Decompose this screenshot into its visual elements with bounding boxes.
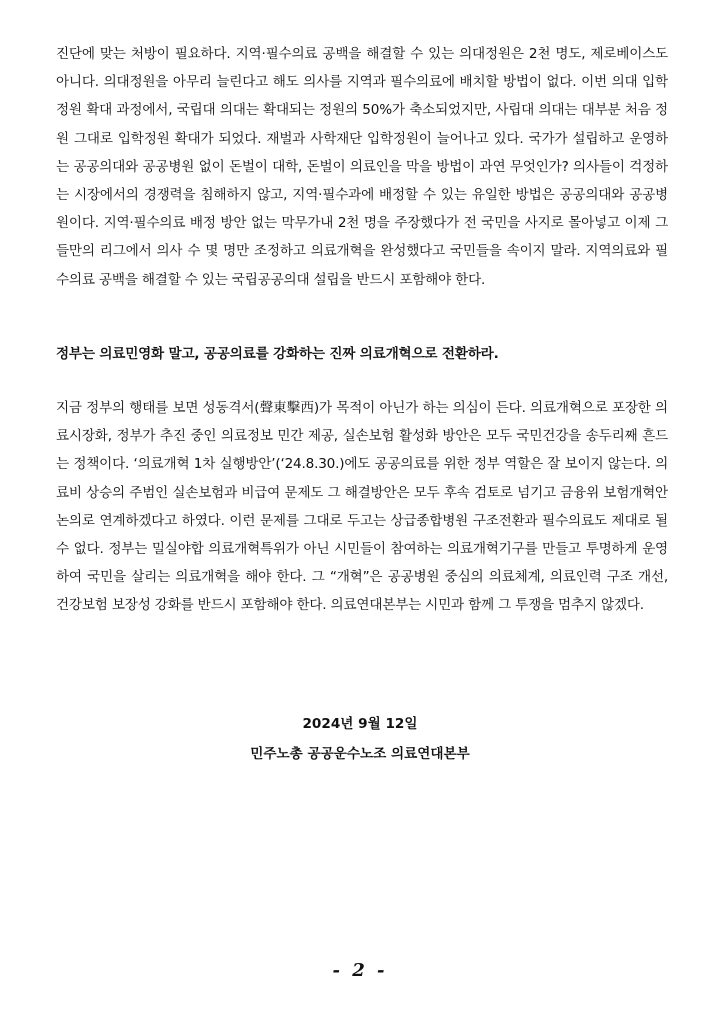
page-number: - 2 - bbox=[332, 960, 388, 981]
issuing-organization: 민주노총 공공운수노조 의료연대본부 bbox=[250, 746, 470, 762]
document-date: 2024년 9월 12일 bbox=[302, 716, 418, 732]
section-heading: 정부는 의료민영화 말고, 공공의료를 강화하는 진짜 의료개혁으로 전환하라. bbox=[56, 346, 499, 362]
body-paragraph-2: 지금 정부의 행태를 보면 성동격서(聲東擊西)가 목적이 아닌가 하는 의심이 든다. 의료개혁으로 포장한 의료시장화, 정부가 추진 중인 의료정보 민간 제공, 실손보험 활성화 방안은 모두 국민건강을 송두리째 흔드는 정책이다. ‘의료개혁 1차 실행방안’(‘24.8.30.)에도 공공의료를 위한 정부 역할은 잘 보이지 않는다. 의료비 상승의 주범인 실손보험과 비급여 문제도 그 해결방안은 모두 후속 검토로 넘기고 금융위 보험개혁안 논의로 연계하겠다고 하였다. 이런 문제를 그대로 두고는 상급종합병원 구조전환과 필수의료도 제대로 될 수 없다. 정부는 밀실야합 의료개혁특위가 아닌 시민들이 참여하는 의료개혁기구를 만들고 투명하게 운영하여 국민을 살리는 의료개혁을 해야 한다. 그 “개혁”은 공공병원 중심의 의료체계, 의료인력 구조 개선, 건강보험 보장성 강화를 반드시 포함해야 한다. 의료연대본부는 시민과 함께 그 투쟁을 멈추지 않겠다. bbox=[56, 400, 668, 614]
body-paragraph-1: 진단에 맞는 처방이 필요하다. 지역·필수의료 공백을 해결할 수 있는 의대정원은 2천 명도, 제로베이스도 아니다. 의대정원을 아무리 늘린다고 해도 의사를 지역과 필수의료에 배치할 방법이 없다. 이번 의대 입학정원 확대 과정에서, 국립대 의대는 확대되는 정원의 50%가 축소되었지만, 사립대 의대는 대부분 처음 정원 그대로 입학정원 확대가 되었다. 재벌과 사학재단 입학정원이 늘어나고 있다. 국가가 설립하고 운영하는 공공의대와 공공병원 없이 돈벌이 대학, 돈벌이 의료인을 막을 방법이 과연 무엇인가? 의사들이 걱정하는 시장에서의 경쟁력을 침해하지 않고, 지역·필수과에 배정할 수 있는 유일한 방법은 공공의대와 공공병원이다. 지역·필수의료 배정 방안 없는 막무가내 2천 명을 주장했다가 전 국민을 사지로 몰아넣고 이제 그들만의 리그에서 의사 수 몇 명만 조정하고 의료개혁을 완성했다고 국민들을 속이지 말라. 지역의료와 필수의료 공백을 해결할 수 있는 국립공공의대 설립을 반드시 포함해야 한다. bbox=[56, 46, 668, 288]
